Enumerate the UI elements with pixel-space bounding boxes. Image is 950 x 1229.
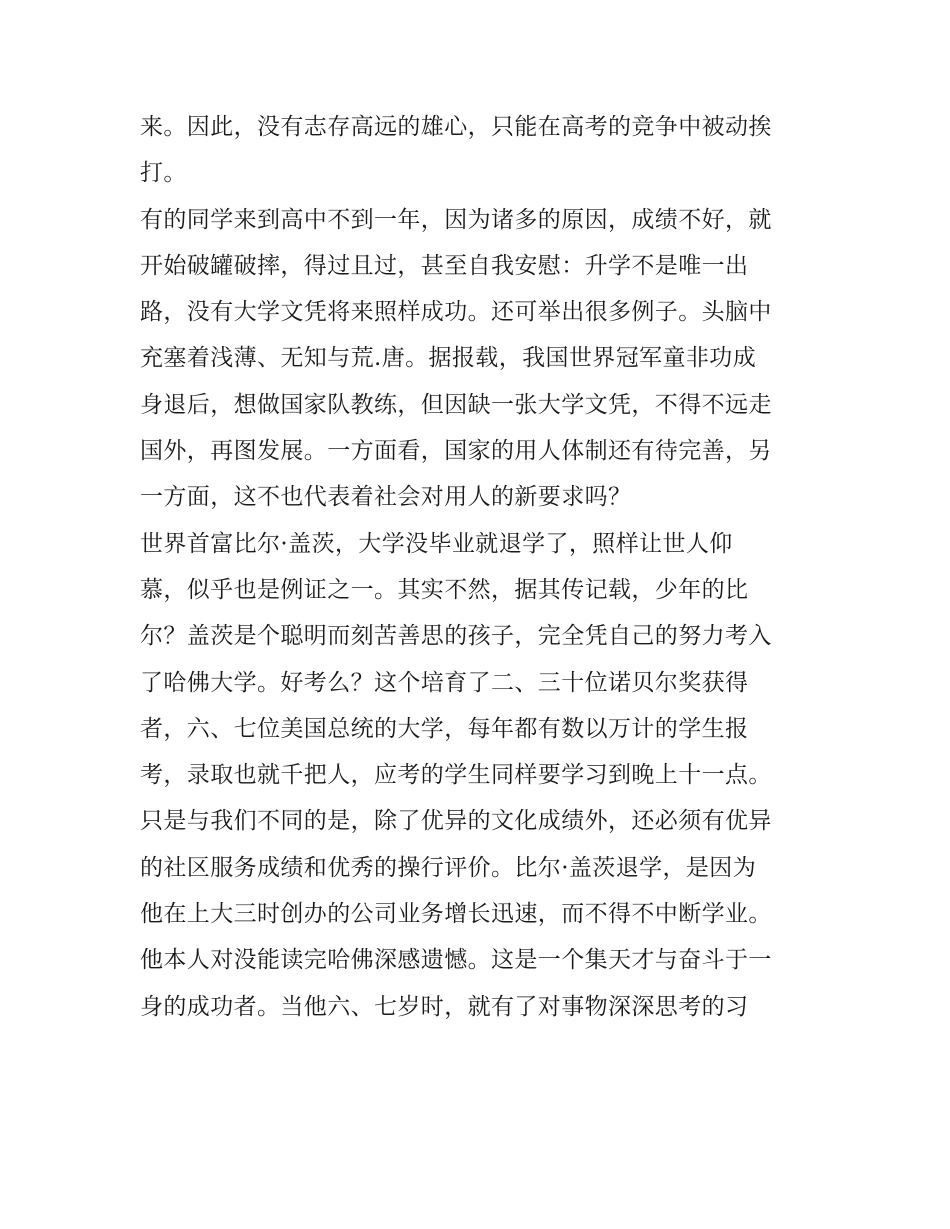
- text-line: 考，录取也就千把人，应考的学生同样要学习到晚上十一点。: [140, 762, 772, 789]
- text-line: 只是与我们不同的是，除了优异的文化成绩外，还必须有优异: [140, 808, 772, 835]
- text-line: 身退后，想做国家队教练，但因缺一张大学文凭，不得不远走: [140, 391, 772, 418]
- text-line: 的社区服务成绩和优秀的操行评价。比尔·盖茨退学，是因为: [140, 854, 757, 881]
- text-line: 慕，似乎也是例证之一。其实不然，据其传记载，少年的比: [140, 576, 749, 603]
- text-line: 一方面，这不也代表着社会对用人的新要求吗？: [140, 484, 632, 511]
- text-line: 国外，再图发展。一方面看，国家的用人体制还有待完善，另: [140, 438, 772, 465]
- text-line: 来。因此，没有志存高远的雄心，只能在高考的竞争中被动挨: [140, 114, 772, 140]
- text-line: 开始破罐破摔，得过且过，甚至自我安慰：升学不是唯一出: [140, 252, 749, 279]
- text-line: 有的同学来到高中不到一年，因为诸多的原因，成绩不好，就: [140, 206, 772, 233]
- text-line: 世界首富比尔·盖茨，大学没毕业就退学了，照样让世人仰: [140, 530, 733, 557]
- body-text: [140, 104, 820, 1030]
- text-line: 者，六、七位美国总统的大学，每年都有数以万计的学生报: [140, 715, 749, 742]
- text-line: 了哈佛大学。好考么？这个培育了二、三十位诺贝尔奖获得: [140, 669, 749, 696]
- text-line: 身的成功者。当他六、七岁时，就有了对事物深深思考的习: [140, 993, 749, 1020]
- text-line: 充塞着浅薄、无知与荒.唐。据报载，我国世界冠军童非功成: [140, 345, 757, 372]
- text-line: 打。: [140, 160, 187, 187]
- text-line: 尔？盖茨是个聪明而刻苦善思的孩子，完全凭自己的努力考入: [140, 623, 772, 650]
- text-line: 路，没有大学文凭将来照样成功。还可举出很多例子。头脑中: [140, 299, 772, 326]
- text-line: 他本人对没能读完哈佛深感遗憾。这是一个集天才与奋斗于一: [140, 947, 772, 974]
- text-line: 他在上大三时创办的公司业务增长迅速，而不得不中断学业。: [140, 901, 772, 928]
